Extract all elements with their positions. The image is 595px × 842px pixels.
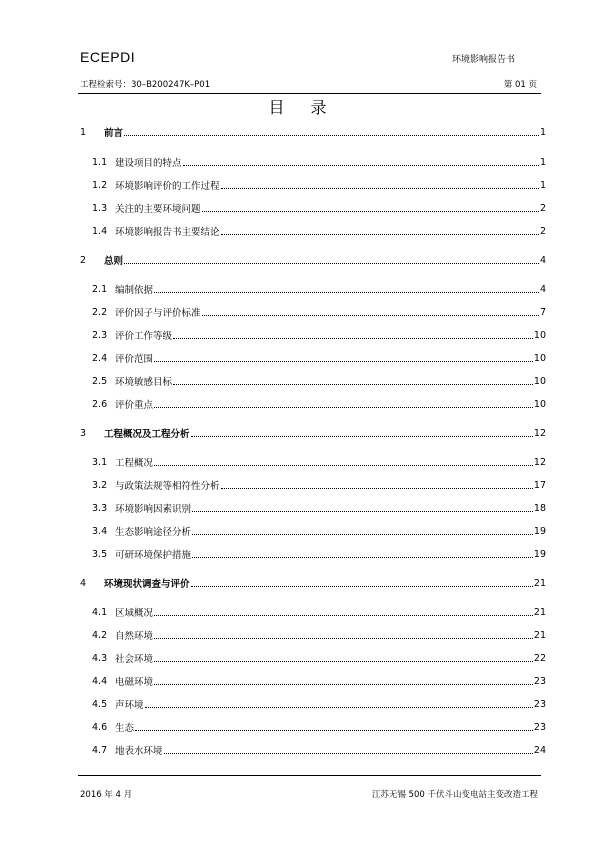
toc-entry-page: 24 xyxy=(533,744,546,756)
toc-entry-number: 1.4 xyxy=(92,225,108,237)
toc-entry-number: 4.5 xyxy=(92,698,108,710)
toc-entry[interactable] xyxy=(80,741,546,759)
toc-entry-page: 7 xyxy=(539,306,546,318)
toc-entry-page: 1 xyxy=(539,179,546,191)
toc-entry-title: 建设项目的特点 xyxy=(115,158,182,169)
toc-entry-number: 2.4 xyxy=(92,352,108,364)
toc-entry-title: 工程概况 xyxy=(115,458,154,469)
toc-entry-title: 电磁环境 xyxy=(115,677,154,688)
toc-entry-page: 1 xyxy=(539,156,546,168)
toc-entry-page: 2 xyxy=(539,202,546,214)
toc-dot-leader xyxy=(154,615,533,616)
document-number: 工程检索号：30–B200247K–P01 xyxy=(80,80,211,90)
toc-dot-leader xyxy=(221,234,539,235)
document-type: 环境影响报告书 xyxy=(451,55,515,65)
toc-entry-number: 1.3 xyxy=(92,202,108,214)
toc-entry-page: 12 xyxy=(533,427,546,439)
toc-entry-title: 工程概况及工程分析 xyxy=(104,429,190,440)
toc-entry[interactable] xyxy=(80,522,546,540)
toc-dot-leader xyxy=(221,188,539,189)
toc-entry[interactable] xyxy=(80,303,546,321)
toc-entry[interactable] xyxy=(80,326,546,344)
toc-entry-title: 声环境 xyxy=(115,700,144,711)
toc-entry-page: 4 xyxy=(539,283,546,295)
toc-entry-title: 环境影响报告书主要结论 xyxy=(115,227,220,238)
toc-dot-leader xyxy=(183,165,539,166)
toc-dot-leader xyxy=(154,638,533,639)
toc-entry-title: 与政策法规等相符性分析 xyxy=(115,481,220,492)
company-logo-text: ECEPDI xyxy=(80,49,136,65)
toc-entry-title: 编制依据 xyxy=(115,285,154,296)
toc-dot-leader xyxy=(154,407,533,408)
toc-entry[interactable] xyxy=(80,349,546,367)
toc-entry-page: 19 xyxy=(533,548,546,560)
toc-entry-number: 2.2 xyxy=(92,306,108,318)
header-rule xyxy=(78,93,541,94)
toc-entry-number: 3.5 xyxy=(92,548,108,560)
toc-entry[interactable] xyxy=(80,603,546,621)
toc-entry[interactable] xyxy=(80,424,546,442)
toc-dot-leader xyxy=(202,211,539,212)
toc-entry-title: 环境影响因素识别 xyxy=(115,504,192,515)
footer-date: 2016 年 4 月 xyxy=(80,790,133,800)
toc-dot-leader xyxy=(173,338,533,339)
toc-entry[interactable] xyxy=(80,199,546,217)
toc-entry-page: 2 xyxy=(539,225,546,237)
toc-entry-number: 1 xyxy=(80,126,87,138)
toc-entry-page: 19 xyxy=(533,525,546,537)
toc-entry[interactable] xyxy=(80,395,546,413)
toc-dot-leader xyxy=(192,534,533,535)
toc-dot-leader xyxy=(124,135,539,136)
toc-entry[interactable] xyxy=(80,574,546,592)
toc-dot-leader xyxy=(154,661,533,662)
toc-entry-number: 2.6 xyxy=(92,398,108,410)
toc-entry[interactable] xyxy=(80,222,546,240)
toc-entry-number: 4.3 xyxy=(92,652,108,664)
toc-entry[interactable] xyxy=(80,280,546,298)
toc-entry-number: 2.1 xyxy=(92,283,108,295)
toc-title: 目录 xyxy=(268,98,353,117)
toc-entry-number: 4.1 xyxy=(92,606,108,618)
toc-entry-number: 3.2 xyxy=(92,479,108,491)
toc-entry-page: 23 xyxy=(533,698,546,710)
toc-entry[interactable] xyxy=(80,372,546,390)
toc-entry-number: 4.4 xyxy=(92,675,108,687)
toc-entry-number: 4.6 xyxy=(92,721,108,733)
toc-entry-number: 1.2 xyxy=(92,179,108,191)
toc-entry-number: 2.5 xyxy=(92,375,108,387)
toc-dot-leader xyxy=(124,263,539,264)
toc-entry-number: 4.7 xyxy=(92,744,108,756)
toc-entry-page: 18 xyxy=(533,502,546,514)
toc-dot-leader xyxy=(154,684,533,685)
toc-dot-leader xyxy=(135,730,533,731)
toc-entry-title: 自然环境 xyxy=(115,631,154,642)
toc-entry-page: 21 xyxy=(533,577,546,589)
toc-entry-page: 23 xyxy=(533,721,546,733)
toc-entry-title: 生态 xyxy=(115,723,135,734)
toc-entry-number: 4 xyxy=(80,577,87,589)
toc-entry-number: 3.1 xyxy=(92,456,108,468)
toc-dot-leader xyxy=(192,557,533,558)
toc-entry-title: 可研环境保护措施 xyxy=(115,550,192,561)
toc-entry-page: 23 xyxy=(533,675,546,687)
toc-entry-page: 22 xyxy=(533,652,546,664)
toc-entry-title: 生态影响途径分析 xyxy=(115,527,192,538)
toc-entry[interactable] xyxy=(80,499,546,517)
toc-dot-leader xyxy=(202,315,539,316)
toc-entry-title: 环境敏感目标 xyxy=(115,377,173,388)
toc-entry[interactable] xyxy=(80,545,546,563)
toc-entry[interactable] xyxy=(80,695,546,713)
toc-entry-page: 17 xyxy=(533,479,546,491)
toc-entry[interactable] xyxy=(80,672,546,690)
toc-dot-leader xyxy=(145,707,533,708)
toc-entry-title: 环境影响评价的工作过程 xyxy=(115,181,220,192)
toc-entry-title: 区域概况 xyxy=(115,608,154,619)
toc-dot-leader xyxy=(164,753,533,754)
toc-entry-page: 21 xyxy=(533,629,546,641)
toc-entry-page: 12 xyxy=(533,456,546,468)
toc-dot-leader xyxy=(154,361,533,362)
toc-entry-title: 评价工作等级 xyxy=(115,331,173,342)
page-number: 第 01 页 xyxy=(503,80,537,90)
toc-entry[interactable] xyxy=(80,453,546,471)
toc-entry-title: 前言 xyxy=(104,128,124,139)
toc-entry[interactable] xyxy=(80,153,546,171)
toc-entry-number: 1.1 xyxy=(92,156,108,168)
toc-dot-leader xyxy=(191,436,533,437)
footer-rule xyxy=(78,775,541,776)
toc-entry-page: 4 xyxy=(539,254,546,266)
toc-entry-page: 10 xyxy=(533,352,546,364)
toc-entry-title: 评价因子与评价标准 xyxy=(115,308,201,319)
toc-dot-leader xyxy=(173,384,533,385)
toc-entry[interactable] xyxy=(80,176,546,194)
toc-entry-title: 关注的主要环境问题 xyxy=(115,204,201,215)
toc-entry-page: 10 xyxy=(533,375,546,387)
toc-dot-leader xyxy=(221,488,533,489)
toc-entry[interactable] xyxy=(80,649,546,667)
toc-entry-number: 2 xyxy=(80,254,87,266)
toc-dot-leader xyxy=(192,511,533,512)
footer-project-name: 江苏无锡 500 千伏斗山变电站主变改造工程 xyxy=(371,790,538,800)
toc-entry-page: 1 xyxy=(539,126,546,138)
toc-entry[interactable] xyxy=(80,718,546,736)
toc-dot-leader xyxy=(154,465,533,466)
toc-entry[interactable] xyxy=(80,251,546,269)
toc-entry-title: 地表水环境 xyxy=(115,746,163,757)
toc-entry-title: 评价重点 xyxy=(115,400,154,411)
toc-entry-page: 10 xyxy=(533,398,546,410)
toc-dot-leader xyxy=(191,586,533,587)
toc-entry-title: 评价范围 xyxy=(115,354,154,365)
toc-dot-leader xyxy=(154,292,539,293)
toc-entry-number: 3.3 xyxy=(92,502,108,514)
toc-entry-title: 总则 xyxy=(104,256,124,267)
toc-entry-page: 10 xyxy=(533,329,546,341)
toc-entry-number: 3 xyxy=(80,427,87,439)
toc-entry-number: 3.4 xyxy=(92,525,108,537)
toc-entry[interactable] xyxy=(80,626,546,644)
toc-entry-number: 4.2 xyxy=(92,629,108,641)
toc-entry[interactable] xyxy=(80,476,546,494)
toc-entry-page: 21 xyxy=(533,606,546,618)
toc-entry[interactable] xyxy=(80,123,546,141)
toc-entry-number: 2.3 xyxy=(92,329,108,341)
toc-entry-title: 环境现状调查与评价 xyxy=(104,579,190,590)
toc-entry-title: 社会环境 xyxy=(115,654,154,665)
